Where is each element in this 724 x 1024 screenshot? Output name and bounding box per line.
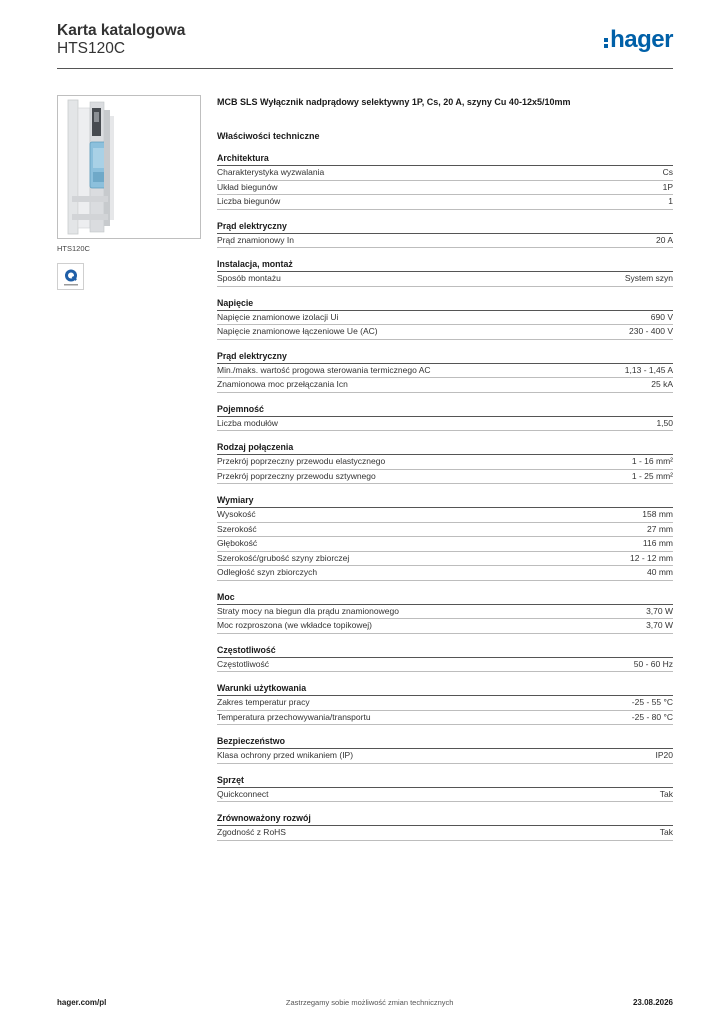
spec-row	[217, 537, 673, 552]
spec-label: Sposób montażu	[217, 273, 281, 283]
spec-label: Temperatura przechowywania/transportu	[217, 711, 371, 722]
product-image-label: HTS120C	[57, 244, 90, 253]
spec-group	[217, 774, 673, 803]
spec-group	[217, 258, 673, 287]
spec-row	[217, 311, 673, 326]
spec-value: 3,70 W	[646, 620, 673, 630]
spec-group-title: Architektura	[217, 152, 673, 166]
spec-value: Tak	[659, 788, 673, 799]
spec-value: -25 - 55 °C	[631, 697, 673, 707]
spec-group-title: Moc	[217, 591, 673, 605]
product-title: MCB SLS Wyłącznik nadprądowy selektywny 1P, Cs, 20 A, szyny Cu 40-12x5/10mm	[217, 97, 571, 107]
spec-row	[217, 417, 673, 432]
document-code: HTS120C	[57, 40, 126, 57]
circuit-breaker-icon	[58, 96, 200, 238]
logo-colon-icon	[604, 33, 608, 48]
spec-group	[217, 682, 673, 725]
spec-value: 158 mm	[642, 509, 673, 519]
spec-group	[217, 812, 673, 841]
spec-row	[217, 470, 673, 485]
header-divider	[57, 68, 673, 69]
spec-label: Charakterystyka wyzwalania	[217, 167, 325, 177]
spec-row	[217, 552, 673, 567]
spec-row	[217, 749, 673, 764]
spec-row	[217, 272, 673, 287]
spec-group-title: Warunki użytkowania	[217, 682, 673, 696]
spec-value: 25 kA	[651, 379, 673, 389]
spec-row	[217, 826, 673, 841]
spec-row	[217, 195, 673, 210]
spec-label: Znamionowa moc przełączania Icn	[217, 379, 348, 389]
spec-value: 20 A	[655, 234, 673, 245]
spec-group-title: Prąd elektryczny	[217, 220, 673, 234]
spec-group-title: Bezpieczeństwo	[217, 735, 673, 749]
spec-row	[217, 325, 673, 340]
spec-label: Głębokość	[217, 538, 258, 548]
spec-label: Szerokość/grubość szyny zbiorczej	[217, 552, 350, 563]
quality-badge	[57, 263, 84, 290]
footer-note: Zastrzegamy sobie możliwość zmian technicznych	[285, 998, 454, 1007]
spec-value: -25 - 80 °C	[631, 711, 673, 722]
spec-value: 1 - 25 mm²	[631, 470, 673, 481]
product-image	[57, 95, 201, 239]
spec-value: 230 - 400 V	[629, 326, 673, 336]
spec-group	[217, 403, 673, 432]
spec-label: Liczba biegunów	[217, 196, 281, 206]
spec-label: Częstotliwość	[217, 658, 269, 669]
spec-label: Moc rozproszona (we wkładce topikowej)	[217, 620, 372, 630]
spec-label: Prąd znamionowy In	[217, 234, 295, 245]
spec-value: 690 V	[650, 311, 673, 322]
spec-value: 3,70 W	[646, 605, 673, 616]
spec-label: Zgodność z RoHS	[217, 827, 286, 837]
spec-label: Quickconnect	[217, 788, 269, 799]
spec-row	[217, 566, 673, 581]
section-heading: Właściwości techniczne	[217, 131, 320, 141]
spec-value: IP20	[655, 750, 673, 760]
logo-text: hager	[610, 26, 673, 53]
spec-row	[217, 788, 673, 803]
spec-value: System szyn	[624, 273, 673, 283]
page-footer	[57, 998, 673, 1007]
spec-value: Tak	[659, 827, 673, 837]
spec-label: Napięcie znamionowe izolacji Ui	[217, 311, 339, 322]
spec-group-title: Zrównoważony rozwój	[217, 812, 673, 826]
spec-label: Wysokość	[217, 509, 256, 519]
spec-group	[217, 220, 673, 249]
spec-label: Napięcie znamionowe łączeniowe Ue (AC)	[217, 326, 378, 336]
spec-value: 1	[668, 196, 673, 206]
spec-label: Przekrój poprzeczny przewodu elastycznego	[217, 456, 386, 466]
spec-label: Liczba modułów	[217, 417, 278, 428]
spec-group	[217, 591, 673, 634]
spec-value: Cs	[662, 167, 673, 177]
spec-row	[217, 166, 673, 181]
document-title: Karta katalogowa	[57, 22, 186, 39]
spec-group-title: Prąd elektryczny	[217, 350, 673, 364]
spec-row	[217, 619, 673, 634]
spec-row	[217, 711, 673, 726]
spec-row	[217, 181, 673, 196]
spec-group-title: Rodzaj połączenia	[217, 441, 673, 455]
spec-row	[217, 455, 673, 470]
spec-group	[217, 441, 673, 484]
spec-group	[217, 494, 673, 581]
spec-row	[217, 523, 673, 538]
spec-value: 50 - 60 Hz	[633, 658, 673, 669]
spec-row	[217, 508, 673, 523]
spec-value: 27 mm	[647, 523, 673, 534]
spec-group-title: Instalacja, montaż	[217, 258, 673, 272]
spec-value: 1 - 16 mm²	[631, 456, 673, 466]
spec-label: Przekrój poprzeczny przewodu sztywnego	[217, 470, 376, 481]
spec-group	[217, 735, 673, 764]
footer-date: 23.08.2026	[632, 998, 673, 1007]
spec-row	[217, 364, 673, 379]
spec-group-title: Wymiary	[217, 494, 673, 508]
spec-value: 40 mm	[647, 567, 673, 577]
spec-label: Układ biegunów	[217, 181, 278, 192]
spec-value: 1,50	[656, 417, 673, 428]
spec-group-title: Częstotliwość	[217, 644, 673, 658]
spec-label: Szerokość	[217, 523, 257, 534]
spec-group	[217, 644, 673, 673]
spec-row	[217, 605, 673, 620]
spec-value: 12 - 12 mm	[630, 552, 673, 563]
spec-group	[217, 152, 673, 210]
page-header	[57, 22, 673, 68]
hager-logo[interactable]	[604, 28, 673, 52]
quality-q-icon	[60, 266, 82, 288]
spec-row	[217, 696, 673, 711]
spec-group-title: Napięcie	[217, 297, 673, 311]
spec-value: 1,13 - 1,45 A	[624, 364, 673, 375]
spec-group	[217, 297, 673, 340]
spec-value: 1P	[662, 181, 673, 192]
spec-group	[217, 350, 673, 393]
spec-row	[217, 378, 673, 393]
spec-label: Min./maks. wartość progowa sterowania termicznego AC	[217, 364, 431, 375]
spec-label: Odległość szyn zbiorczych	[217, 567, 318, 577]
spec-group-title: Pojemność	[217, 403, 673, 417]
spec-label: Zakres temperatur pracy	[217, 697, 310, 707]
spec-group-title: Sprzęt	[217, 774, 673, 788]
technical-specification	[217, 96, 673, 841]
spec-row	[217, 234, 673, 249]
spec-label: Klasa ochrony przed wnikaniem (IP)	[217, 750, 354, 760]
spec-value: 116 mm	[642, 538, 673, 548]
spec-groups	[217, 152, 673, 841]
footer-website-link[interactable]: hager.com/pl	[57, 998, 107, 1007]
spec-label: Straty mocy na biegun dla prądu znamionowego	[217, 605, 399, 616]
spec-row	[217, 658, 673, 673]
